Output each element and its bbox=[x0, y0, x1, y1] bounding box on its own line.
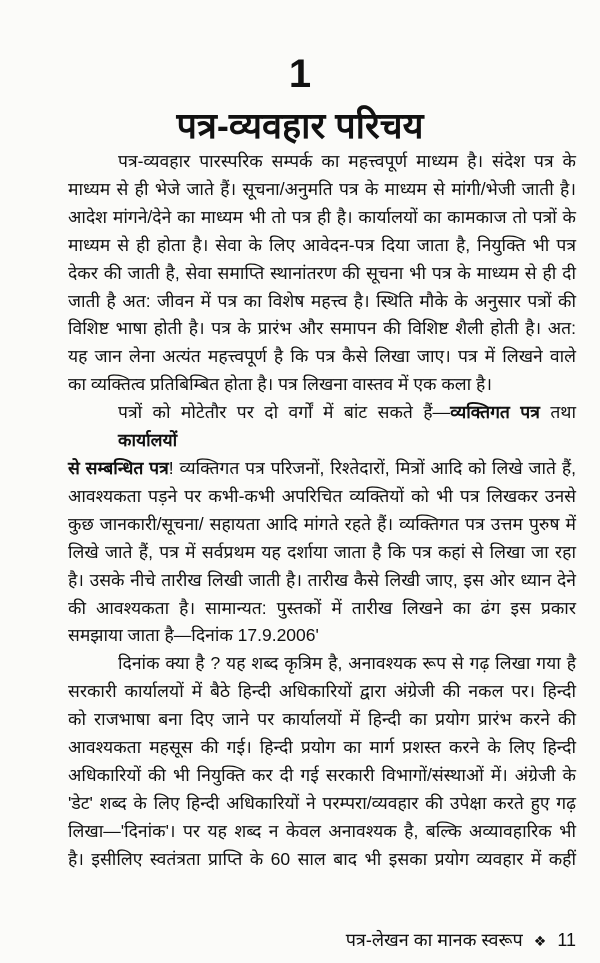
text-segment: तथा bbox=[539, 402, 577, 423]
text-line bbox=[68, 315, 576, 343]
text-line bbox=[68, 762, 576, 790]
text-segment: अधिकारियों की भी नियुक्ति कर दी गई सरकारी विभागों/संस्थाओं में। अंग्रेजी के bbox=[68, 764, 576, 785]
text-line bbox=[68, 622, 576, 650]
text-segment: का व्यक्तित्व प्रतिबिम्बित होता है। पत्र लिखना वास्तव में एक कला है। bbox=[68, 374, 492, 395]
text-segment: पत्र-व्यवहार पारस्परिक सम्पर्क का महत्त्वपूर्ण माध्यम है। संदेश पत्र के bbox=[118, 151, 576, 171]
text-segment: जाती है अत: जीवन में पत्र का विशेष महत्त्व है। स्थिति मौके के अनुसार पत्रों की bbox=[68, 290, 576, 311]
text-segment: सरकारी कार्यालयों में बैठे हिन्दी अधिकारियों द्वारा अंग्रेजी की नकल पर। हिन्दी bbox=[68, 681, 576, 702]
text-segment: यह जान लेना अत्यंत महत्त्वपूर्ण है कि पत्र कैसे लिखा जाए। पत्र में लिखने वाले bbox=[68, 346, 576, 367]
text-line bbox=[68, 678, 576, 706]
text-line bbox=[68, 343, 576, 371]
chapter-title: पत्र-व्यवहार परिचय bbox=[176, 105, 424, 146]
text-line bbox=[68, 204, 576, 232]
text-segment: दिनांक क्या है ? यह शब्द कृत्रिम है, अनावश्यक रूप से गढ़ लिखा गया है bbox=[118, 653, 576, 674]
body-text bbox=[68, 148, 576, 874]
text-segment: माध्यम से ही होता है। सेवा के लिए आवेदन-पत्र दिया जाता है, नियुक्ति भी पत्र bbox=[68, 234, 576, 255]
text-segment: ! व्यक्तिगत पत्र परिजनों, रिश्तेदारों, मित्रों आदि को लिखे जाते हैं, bbox=[168, 457, 576, 478]
text-line bbox=[68, 734, 576, 762]
text-line bbox=[68, 706, 576, 734]
text-line bbox=[68, 260, 576, 288]
text-segment: माध्यम से ही भेजे जाते हैं। सूचना/अनुमति पत्र के माध्यम से मांगी/भेजी जाती है। bbox=[68, 178, 576, 199]
paragraph bbox=[68, 650, 576, 873]
text-segment: को राजभाषा बना दिए जाने पर कार्यालयों में हिन्दी का प्रयोग प्रारंभ करने की bbox=[68, 709, 576, 730]
text-segment: आवश्यकता महसूस की गई। हिन्दी प्रयोग का मार्ग प्रशस्त करने के लिए हिन्दी bbox=[68, 737, 576, 758]
text-line bbox=[68, 539, 576, 567]
text-line bbox=[68, 176, 576, 204]
text-segment: कुछ जानकारी/सूचना/ सहायता आदि मांगते रहते हैं। व्यक्तिगत पत्र उत्तम पुरुष में bbox=[68, 513, 576, 534]
chapter-number: 1 bbox=[288, 52, 312, 96]
text-segment: देकर की जाती है, सेवा समाप्ति स्थानांतरण की सूचना भी पत्र के माध्यम से ही दी bbox=[68, 262, 576, 283]
text-segment: 'डेट' शब्द के लिए हिन्दी अधिकारियों ने परम्परा/व्यवहार की उपेक्षा करते हुए गढ़ bbox=[68, 792, 576, 813]
bold-text: व्यक्तिगत पत्र bbox=[450, 402, 540, 423]
text-segment: पत्रों को मोटेतौर पर दो वर्गों में बांट सकते हैं— bbox=[118, 402, 451, 423]
text-line bbox=[68, 846, 576, 874]
text-line bbox=[68, 232, 576, 260]
text-segment: है। इसीलिए स्वतंत्रता प्राप्ति के 60 साल बाद भी इसका प्रयोग व्यवहार में कहीं bbox=[68, 848, 576, 869]
page-number: 11 bbox=[557, 930, 576, 950]
text-line bbox=[68, 595, 576, 623]
text-segment: लिखे जाते हैं, पत्र में सर्वप्रथम यह दर्शाया जाता है कि पत्र कहां से लिखा जा रहा bbox=[68, 541, 576, 562]
paragraph bbox=[68, 399, 576, 650]
text-line bbox=[68, 790, 576, 818]
text-line bbox=[68, 455, 576, 483]
text-line bbox=[68, 511, 576, 539]
ornament-icon: ❖ bbox=[533, 933, 547, 949]
text-line bbox=[68, 483, 576, 511]
text-segment: आवश्यकता पड़ने पर कभी-कभी अपरिचित व्यक्तियों को भी पत्र लिखकर उनसे bbox=[68, 485, 576, 506]
text-segment: समझाया जाता है—दिनांक 17.9.2006' bbox=[68, 625, 319, 646]
text-line bbox=[68, 650, 576, 678]
text-segment: आदेश मांगने/देने का माध्यम भी तो पत्र ही है। कार्यालयों का कामकाज तो पत्रों के bbox=[68, 206, 576, 227]
text-line bbox=[68, 148, 576, 176]
text-line bbox=[68, 818, 576, 846]
text-segment: है। उसके नीचे तारीख लिखी जाती है। तारीख कैसे लिखी जाए, इस ओर ध्यान देने bbox=[68, 569, 576, 590]
paragraph bbox=[68, 148, 576, 399]
text-segment: की आवश्यकता है। सामान्यत: पुस्तकों में तारीख लिखने का ढंग इस प्रकार bbox=[68, 597, 576, 618]
text-segment: लिखा—'दिनांक'। पर यह शब्द न केवल अनावश्यक है, बल्कि अव्यावहारिक भी bbox=[68, 820, 576, 841]
text-line bbox=[68, 288, 576, 316]
running-title: पत्र-लेखन का मानक स्वरूप bbox=[345, 930, 523, 950]
bold-text: कार्यालयों bbox=[118, 430, 178, 451]
text-segment: विशिष्ट भाषा होती है। पत्र के प्रारंभ और समापन की विशिष्ट शैली होती है। अत: bbox=[68, 318, 576, 339]
bold-text: से सम्बन्धित पत्र bbox=[68, 457, 169, 478]
text-line bbox=[68, 567, 576, 595]
text-line bbox=[68, 399, 576, 455]
page-footer bbox=[346, 928, 576, 952]
text-line bbox=[68, 371, 576, 399]
